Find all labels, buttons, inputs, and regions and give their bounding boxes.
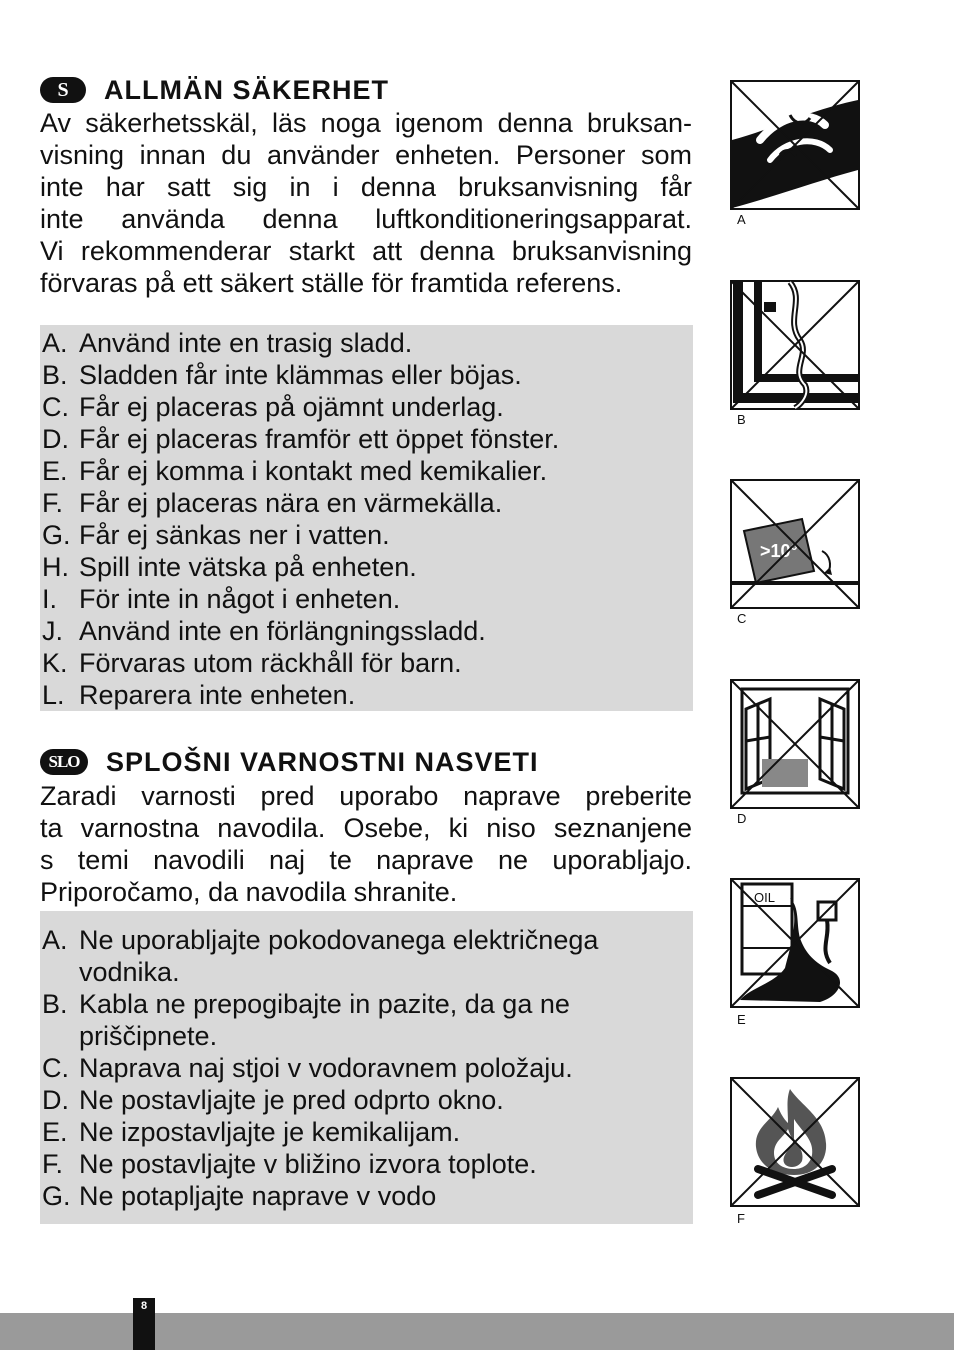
list-item-text: Får ej komma i kontakt med kemikalier. xyxy=(79,456,548,486)
list-item xyxy=(42,423,679,455)
list-item xyxy=(42,679,679,711)
list-item-text: Använd inte en förlängningssladd. xyxy=(79,616,486,646)
list-item-letter: B. xyxy=(42,989,68,1019)
figure-b xyxy=(730,280,860,427)
list-item-text: Får ej placeras framför ett öppet fönster. xyxy=(79,424,560,454)
swedish-intro-line: visning innan du använder enheten. Personer som xyxy=(40,140,692,170)
list-item-text: Ne izpostavljajte je kemikalijam. xyxy=(79,1117,461,1147)
list-item-letter: K. xyxy=(42,648,68,678)
list-item xyxy=(42,988,679,1052)
list-item-text: Reparera inte enheten. xyxy=(79,680,356,710)
swedish-intro-line: inte använda denna luftkonditioneringsapparat. xyxy=(40,204,692,234)
list-item xyxy=(42,359,679,391)
list-item-text: Får ej sänkas ner i vatten. xyxy=(79,520,390,550)
list-item-letter: D. xyxy=(42,1085,69,1115)
oil-label: OIL xyxy=(754,890,775,905)
list-item xyxy=(42,583,679,615)
figure-a xyxy=(730,80,860,227)
list-item xyxy=(42,551,679,583)
slovenian-intro-line: Priporočamo, da navodila shranite. xyxy=(40,877,458,907)
swedish-heading xyxy=(40,74,389,106)
list-item-text: Sladden får inte klämmas eller böjas. xyxy=(79,360,522,390)
figure-e xyxy=(730,878,860,1027)
list-item-text: Naprava naj stjoi v vodoravnem položaju. xyxy=(79,1053,573,1083)
swedish-intro-line: inte har satt sig in i denna bruksanvisning får xyxy=(40,172,692,202)
list-item-text: Ne potapljajte naprave v vodo xyxy=(79,1181,437,1211)
figure-f xyxy=(730,1077,860,1226)
list-item xyxy=(42,1148,679,1180)
slovenian-warnings-box xyxy=(40,911,693,1224)
fire-icon xyxy=(730,1077,860,1207)
figure-label: C xyxy=(737,611,747,626)
list-item-letter: I. xyxy=(42,584,58,614)
list-item-text: Ne uporabljajte pokodovanega električnega vodnika. xyxy=(79,925,599,987)
list-item-text: För inte in något i enheten. xyxy=(79,584,401,614)
page-number: 8 xyxy=(140,1300,148,1312)
list-item-text: Kabla ne prepogibajte in pazite, da ga ne priščipnete. xyxy=(79,989,570,1051)
uneven-surface-icon xyxy=(730,479,860,609)
list-item xyxy=(42,647,679,679)
figure-label: A xyxy=(737,212,746,227)
slovenian-intro-line: s temi navodili naj te naprave ne uporabljajo. xyxy=(40,845,692,875)
slovenian-heading xyxy=(40,746,539,778)
list-item-text: Förvaras utom räckhåll för barn. xyxy=(79,648,462,678)
list-item xyxy=(42,1180,679,1212)
list-item-text: Spill inte vätska på enheten. xyxy=(79,552,417,582)
list-item-letter: C. xyxy=(42,392,69,422)
slovenian-intro-line: ta varnostna navodila. Osebe, ki niso seznanjene xyxy=(40,813,692,843)
list-item xyxy=(42,1116,679,1148)
chemicals-icon xyxy=(730,878,860,1008)
list-item-letter: J. xyxy=(42,616,64,646)
language-badge-slo: SLO xyxy=(40,749,88,775)
list-item-letter: A. xyxy=(42,328,68,358)
figure-label: B xyxy=(737,412,746,427)
swedish-intro-line: Av säkerhetsskäl, läs noga igenom denna bruksan- xyxy=(40,108,692,138)
open-window-icon xyxy=(730,679,860,809)
list-item-text: Får ej placeras på ojämnt underlag. xyxy=(79,392,504,422)
swedish-intro-line: Vi rekommenderar starkt att denna bruksanvisning xyxy=(40,236,692,266)
figure-label: D xyxy=(737,811,747,826)
list-item xyxy=(42,924,679,988)
figure-label: F xyxy=(737,1211,745,1226)
list-item-letter: A. xyxy=(42,925,68,955)
list-item-letter: L. xyxy=(42,680,65,710)
list-item-letter: E. xyxy=(42,456,68,486)
list-item xyxy=(42,327,679,359)
damaged-cord-icon xyxy=(730,80,860,210)
list-item-letter: F. xyxy=(42,488,64,518)
figure-d xyxy=(730,679,860,826)
tilt-label: >10° xyxy=(760,541,798,561)
list-item xyxy=(42,1084,679,1116)
list-item xyxy=(42,1052,679,1084)
list-item xyxy=(42,487,679,519)
list-item-text: Ne postavljajte v bližino izvora toplote. xyxy=(79,1149,537,1179)
language-badge-s: S xyxy=(40,77,86,103)
list-item-text: Får ej placeras nära en värmekälla. xyxy=(79,488,503,518)
list-item-letter: G. xyxy=(42,520,71,550)
swedish-intro-line: förvaras på ett säkert ställe för framtida referens. xyxy=(40,268,623,298)
list-item xyxy=(42,615,679,647)
slovenian-heading-text: SPLOŠNI VARNOSTNI NASVETI xyxy=(106,746,539,777)
list-item xyxy=(42,519,679,551)
list-item-text: Använd inte en trasig sladd. xyxy=(79,328,413,358)
swedish-intro xyxy=(40,107,692,299)
figure-c xyxy=(730,479,860,626)
list-item-letter: B. xyxy=(42,360,68,390)
slovenian-warnings-list xyxy=(42,924,679,1212)
figure-label: E xyxy=(737,1012,746,1027)
list-item-letter: F. xyxy=(42,1149,64,1179)
list-item xyxy=(42,391,679,423)
list-item-text: Ne postavljajte je pred odprto okno. xyxy=(79,1085,504,1115)
list-item-letter: E. xyxy=(42,1117,68,1147)
swedish-heading-text: ALLMÄN SÄKERHET xyxy=(104,74,389,105)
pinched-cord-icon xyxy=(730,280,860,410)
list-item-letter: H. xyxy=(42,552,69,582)
slovenian-intro-line: Zaradi varnosti pred uporabo naprave preberite xyxy=(40,781,692,811)
swedish-warnings-box xyxy=(40,325,693,711)
swedish-warnings-list xyxy=(42,327,679,711)
list-item xyxy=(42,455,679,487)
list-item-letter: G. xyxy=(42,1181,71,1211)
list-item-letter: D. xyxy=(42,424,69,454)
slovenian-intro xyxy=(40,780,692,908)
list-item-letter: C. xyxy=(42,1053,69,1083)
